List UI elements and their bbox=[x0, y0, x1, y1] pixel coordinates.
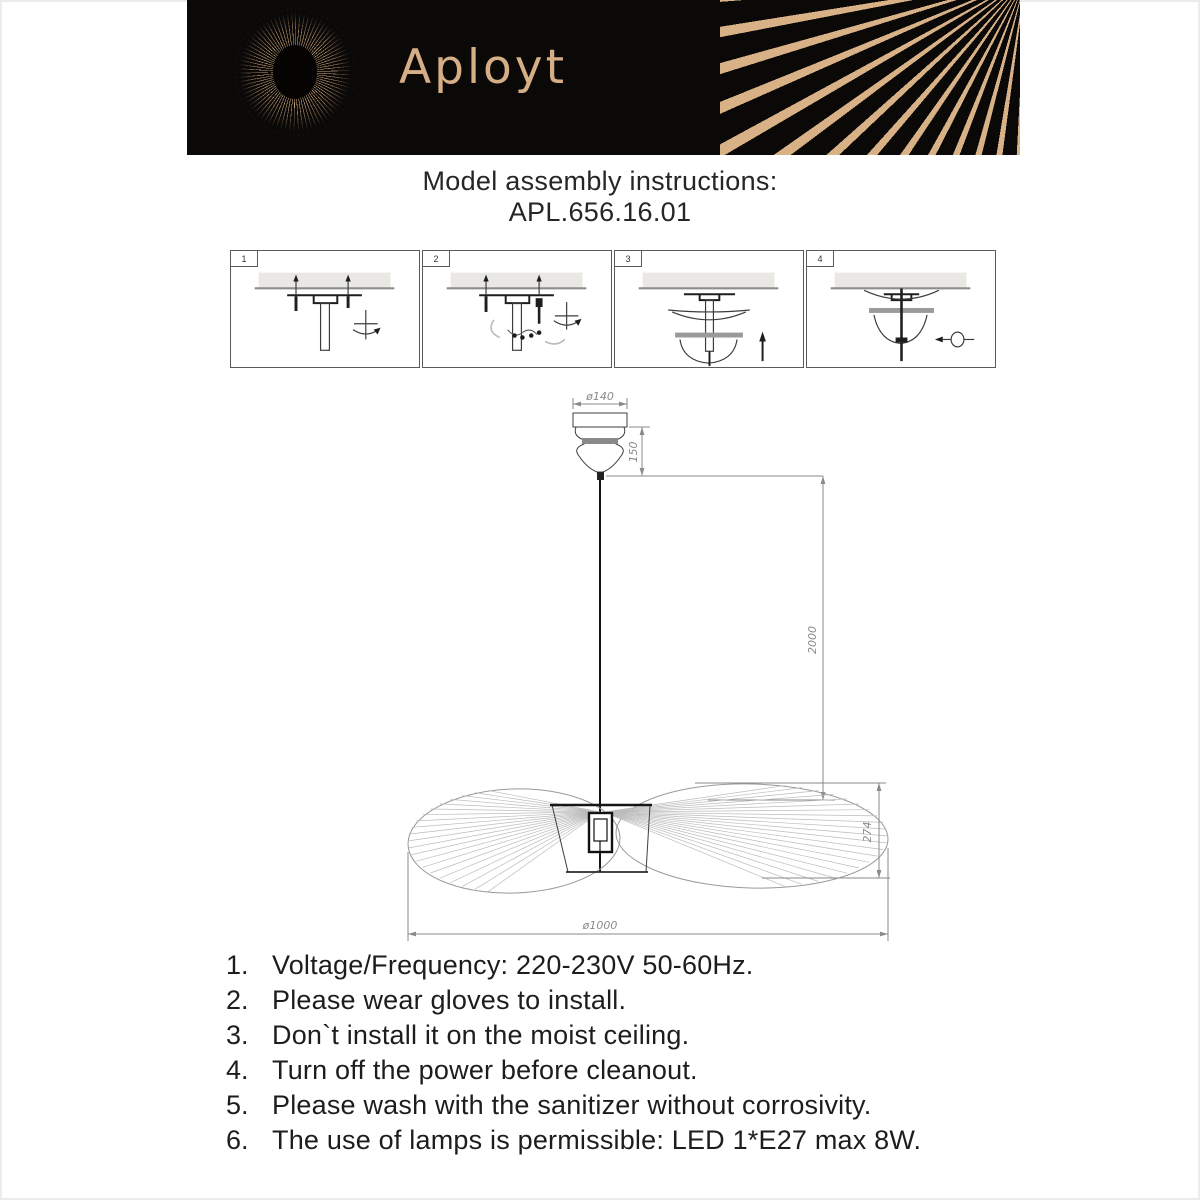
dimension-drawing bbox=[380, 392, 940, 952]
dim-shade-height: 274 bbox=[861, 821, 874, 843]
item-number: 4. bbox=[226, 1055, 249, 1085]
step-number-badge: 4 bbox=[806, 250, 834, 267]
instructions-list bbox=[226, 951, 1056, 1161]
model-code: APL.656.16.01 bbox=[508, 197, 692, 227]
item-number: 3. bbox=[226, 1020, 249, 1050]
list-item bbox=[226, 1126, 1056, 1155]
item-number: 6. bbox=[226, 1125, 249, 1155]
corner-rays-decoration bbox=[720, 0, 1020, 155]
step-number-badge: 1 bbox=[230, 250, 258, 267]
item-text: Voltage/Frequency: 220-230V 50-60Hz. bbox=[272, 950, 754, 980]
brand-name: Aployt bbox=[399, 40, 568, 95]
step-number-badge: 2 bbox=[422, 250, 450, 267]
item-text: Please wear gloves to install. bbox=[272, 985, 627, 1015]
list-item bbox=[226, 1021, 1056, 1050]
step2-diagram bbox=[423, 251, 611, 367]
item-number: 2. bbox=[226, 985, 249, 1015]
item-text: Turn off the power before cleanout. bbox=[272, 1055, 698, 1085]
brand-banner bbox=[187, 0, 1020, 155]
item-number: 1. bbox=[226, 950, 249, 980]
item-text: The use of lamps is permissible: LED 1*E27 max 8W. bbox=[272, 1125, 922, 1155]
list-item bbox=[226, 951, 1056, 980]
dim-shade-diameter: ø1000 bbox=[582, 919, 618, 932]
title-line1: Model assembly instructions: bbox=[422, 166, 778, 196]
step-number-badge: 3 bbox=[614, 250, 642, 267]
list-item bbox=[226, 1056, 1056, 1085]
assembly-step-3 bbox=[614, 250, 804, 368]
sunburst-core bbox=[273, 45, 317, 99]
list-item bbox=[226, 1091, 1056, 1120]
page-title bbox=[0, 166, 1200, 228]
assembly-step-1 bbox=[230, 250, 420, 368]
item-number: 5. bbox=[226, 1090, 249, 1120]
step4-diagram bbox=[807, 251, 995, 367]
item-text: Please wash with the sanitizer without corrosivity. bbox=[272, 1090, 872, 1120]
dim-cable-length: 2000 bbox=[806, 626, 819, 654]
step3-diagram bbox=[615, 251, 803, 367]
item-text: Don`t install it on the moist ceiling. bbox=[272, 1020, 690, 1050]
assembly-step-4 bbox=[806, 250, 996, 368]
assembly-step-2 bbox=[422, 250, 612, 368]
list-item bbox=[226, 986, 1056, 1015]
step1-diagram bbox=[231, 251, 419, 367]
assembly-steps bbox=[230, 250, 996, 368]
dim-canopy-diameter: ø140 bbox=[586, 392, 614, 403]
dim-canopy-height: 150 bbox=[627, 441, 640, 463]
